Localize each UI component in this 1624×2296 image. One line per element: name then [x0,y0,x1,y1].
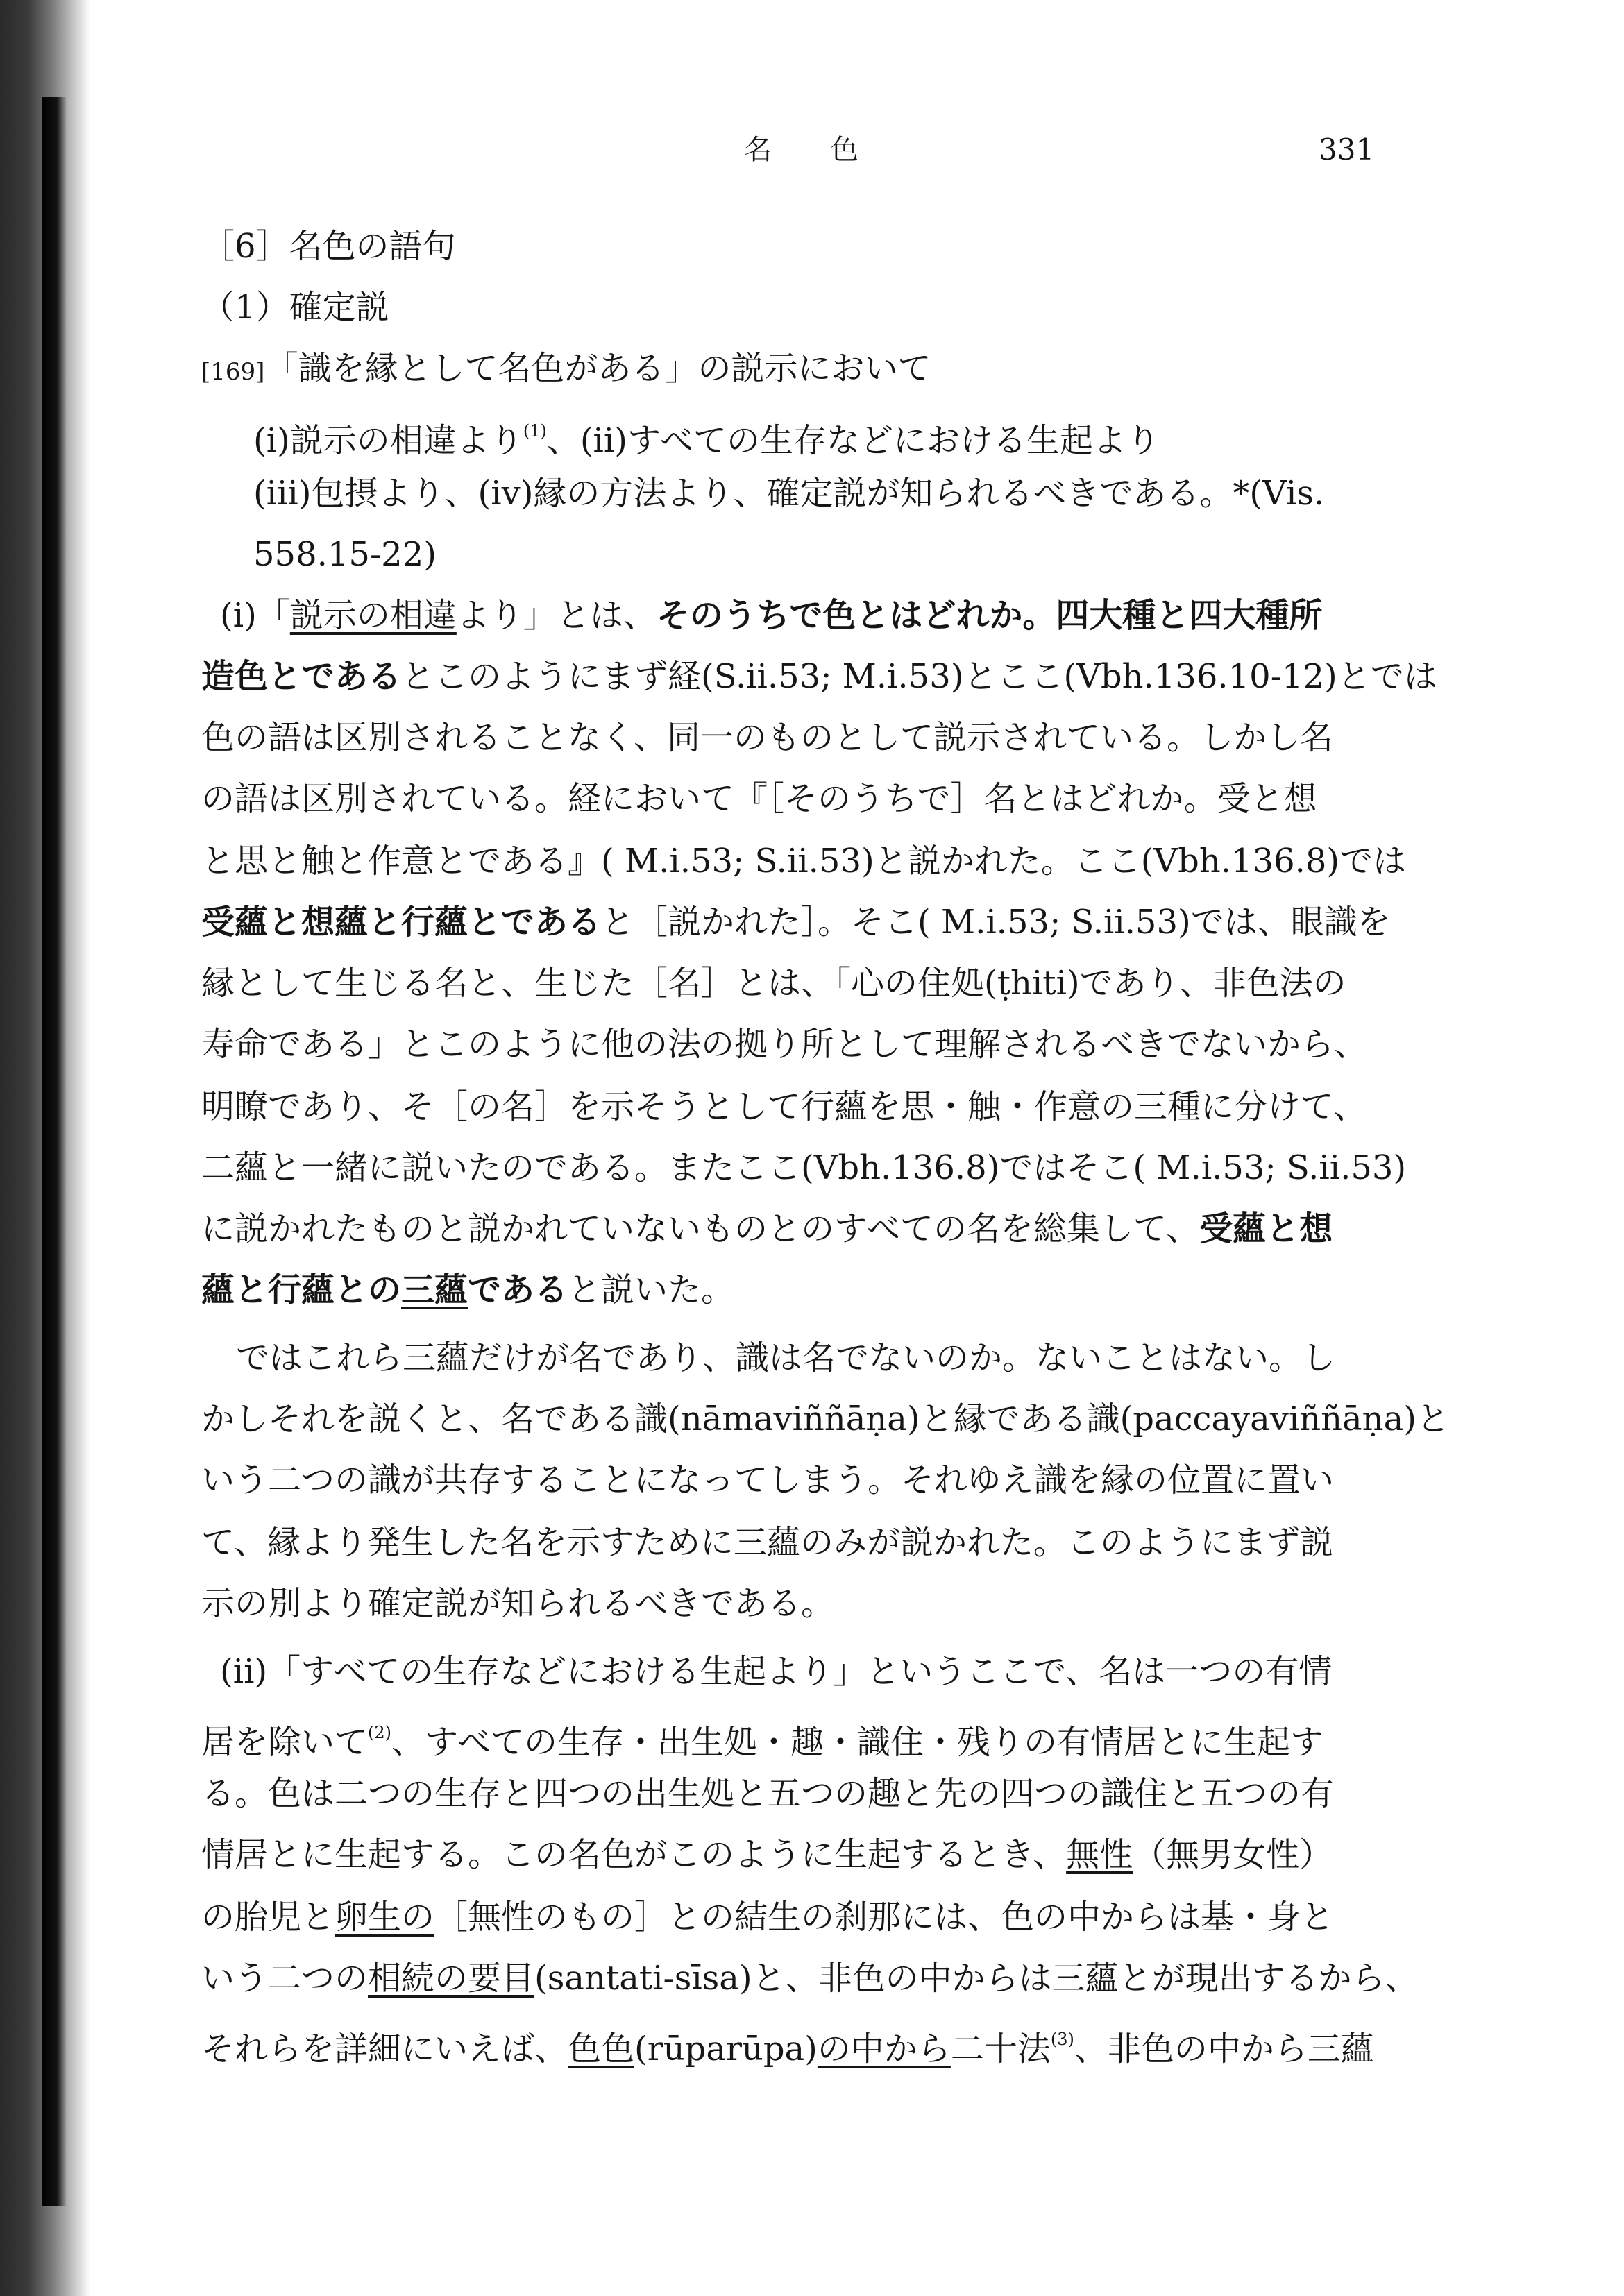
text-span: より」とは、 [456,596,657,635]
text-span: かしそれを説くと、名である識(nāmaviññāṇa)と縁である識(paccayaviññāṇa)と [201,1400,1450,1438]
text-span: 受蘊と想蘊と行蘊とである [201,903,602,942]
text-span: の語は区別されている。経において『［そのうちで］名とはどれか。受と想 [201,779,1317,818]
text-span: ［無性のもの］との結生の刹那には、色の中からは基・身と [434,1898,1335,1937]
text-line [201,1954,1419,2002]
text-line [201,1082,1367,1131]
page-number: 331 [1319,133,1375,167]
text-span: 居を除いて [201,1723,369,1762]
text-span: 558.15-22) [253,535,437,574]
text-span: 色色 [568,2030,635,2068]
text-span: 情居とに生起する。この名色がこのように生起するとき、 [201,1835,1067,1874]
text-span: （無男女性） [1133,1835,1333,1874]
running-title: 名 色 [744,134,883,166]
text-line [253,530,437,579]
text-span: 、(ii)すべての生存などにおける生起より [546,421,1160,460]
text-span: 色の語は区別されることなく、同一のものとして説示されている。しかし名 [201,718,1334,757]
text-line [201,898,1391,946]
text-line [201,344,931,396]
text-line [201,713,1333,762]
text-span: る。色は二つの生存と四つの出生処と五つの趣と先の四つの識住と五つの有 [201,1774,1335,1813]
text-span: の中から [817,2030,951,2068]
footnote-marker: (1) [523,421,547,441]
text-line [201,1518,1333,1567]
text-span: 三蘊 [401,1270,468,1309]
text-span: (santati-sīsa)と、非色の中からは三蘊とが現出するから、 [534,1959,1419,1998]
text-span: て、縁より発生した名を示すために三蘊のみが説かれた。このようにまず説 [201,1523,1334,1562]
text-line [201,959,1346,1007]
text-line [201,1143,1406,1192]
text-line [201,1205,1333,1253]
text-span: 卵生の [335,1898,435,1937]
text-span: 「識を縁として名色がある」の説示において [264,349,931,388]
text-span: の胎児と [201,1898,335,1937]
text-line [201,1708,1323,1767]
footnote-marker: (3) [1050,2030,1074,2049]
text-span: とこのようにまず経(S.ii.53; M.i.53)とここ(Vbh.136.10-12)とでは [401,657,1437,696]
text-span: そのうちで色とはどれか。四大種と四大種所 [656,596,1323,635]
text-span: ではこれら三蘊だけが名であり、識は名でないのか。ないことはない。し [236,1338,1336,1377]
text-span: 示の別より確定説が知られるべきである。 [201,1584,835,1623]
text-line [201,1579,834,1628]
text-span: 、すべての生存・出生処・趣・識住・残りの有情居とに生起す [391,1723,1324,1762]
text-line [201,652,1437,701]
text-span: と思と触と作意とである』( M.i.53; S.ii.53)と説かれた。ここ(Vbh.136.8)では [201,842,1407,881]
text-line [253,469,1324,518]
text-line [236,1334,1335,1382]
text-span: 縁として生じる名と、生じた［名］とは、「心の住処(ṭhiti)であり、非色法の [201,964,1346,1003]
text-line [201,774,1317,823]
text-line [201,1395,1450,1443]
text-span: いう二つの識が共存することになってしまう。それゆえ識を縁の位置に置い [201,1461,1335,1499]
section-heading: ［6］名色の語句 [201,227,456,266]
paragraph-number: [169] [201,358,265,386]
text-span: 寿命である」とこのように他の法の拠り所として理解されるべきでないから、 [201,1025,1368,1064]
text-line [201,1830,1333,1879]
text-span: 無性 [1066,1835,1133,1874]
text-span: (ii)「すべての生存などにおける生起より」というここで、名は一つの有情 [220,1652,1333,1691]
text-line [201,1769,1334,1818]
text-span: 受蘊と想 [1199,1209,1333,1248]
text-line [201,1456,1334,1504]
text-span: それらを詳細にいえば、 [201,2030,568,2068]
text-span: 二蘊と一緒に説いたのである。またここ(Vbh.136.8)ではそこ( M.i.53; S.ii.53) [201,1148,1407,1187]
section-subheading: （1）確定説 [201,288,389,327]
footnote-marker: (2) [368,1723,392,1742]
text-span: 明瞭であり、そ［の名］を示そうとして行蘊を思・触・作意の三種に分けて、 [201,1087,1367,1126]
text-span: (rūparūpa) [634,2030,818,2068]
text-span: 説示の相違 [289,596,457,635]
text-line [253,407,1160,465]
text-span: 蘊と行蘊との [201,1270,402,1309]
text-line [220,1647,1332,1696]
text-span: いう二つの [201,1959,369,1998]
text-line [201,2015,1374,2073]
text-line [220,591,1322,640]
text-span: (i)説示の相違より [253,421,523,460]
text-line [201,1266,734,1314]
text-span: (iii)包摂より、(iv)縁の方法より、確定説が知られるべきである。*(Vis. [253,474,1325,513]
text-span: 、非色の中から三蘊 [1074,2030,1374,2068]
text-span: に説かれたものと説かれていないものとのすべての名を総集して、 [201,1209,1200,1248]
text-line [201,1020,1367,1069]
text-span: と説いた。 [568,1270,735,1309]
text-line [201,1893,1334,1941]
text-span: と［説かれた］。そこ( M.i.53; S.ii.53)では、眼識を [601,903,1391,942]
text-span: 造色とである [201,657,402,696]
text-line [201,837,1406,885]
text-span: 二十法 [950,2030,1051,2068]
text-span: (i)「 [220,596,290,635]
text-span: である [468,1270,568,1309]
text-span: 相続の要目 [368,1959,535,1998]
book-gutter-edge [42,97,67,2206]
